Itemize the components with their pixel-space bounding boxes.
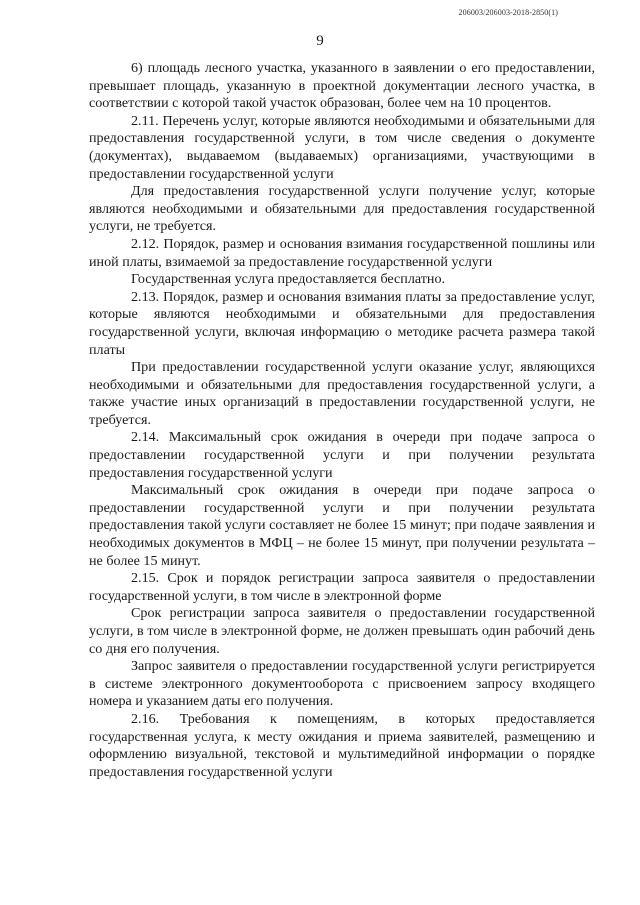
paragraph: При предоставлении государственной услуги оказание услуг, являющихся необходимыми и обязательными для предоставления государственной услуги, а также участие иных организаций в предоставлении государственной услуги, не требуется.: [89, 359, 595, 428]
paragraph: Государственная услуга предоставляется бесплатно.: [131, 271, 446, 288]
paragraph: Для предоставления государственной услуги получение услуг, которые являются необходимыми и обязательными для предоставления государственной услуги, не требуется.: [89, 183, 595, 235]
paragraph: Срок регистрации запроса заявителя о предоставлении государственной услуги, в том числе в электронной форме, не должен превышать один рабочий день со дня его получения.: [89, 605, 595, 657]
paragraph: Максимальный срок ожидания в очереди при подаче запроса о предоставлении государственной услуги и при получении результата предоставления такой услуги составляет не более 15 минут; при подаче заявления и необходимых документов в МФЦ – не более 15 минут, при получении результата – не более 15 минут.: [89, 482, 595, 569]
section-heading-2-14: 2.14. Максимальный срок ожидания в очереди при подаче запроса о предоставлении государственной услуги и при получении результата предоставления государственной услуги: [89, 429, 595, 481]
paragraph: Запрос заявителя о предоставлении государственной услуги регистрируется в системе электронного документооборота с присвоением запросу входящего номера и указанием даты его получения.: [89, 658, 595, 710]
section-heading-2-11: 2.11. Перечень услуг, которые являются необходимыми и обязательными для предоставления государственной услуги, в том числе сведения о документе (документах), выдаваемом (выдаваемых) организациями, участвующими в предоставлении государственной услуги: [89, 112, 595, 182]
section-heading-2-12: 2.12. Порядок, размер и основания взимания государственной пошлины или иной платы, взимаемой за предоставление государственной услуги: [89, 235, 595, 270]
section-heading-2-16: 2.16. Требования к помещениям, в которых предоставляется государственная услуга, к месту ожидания и приема заявителей, размещению и оформлению визуальной, текстовой и мультимедийной информации о порядке предоставления государственной услуги: [89, 710, 595, 780]
document-body: [89, 60, 595, 781]
section-heading-2-15: 2.15. Срок и порядок регистрации запроса заявителя о предоставлении государственной услуги, в том числе в электронной форме: [89, 570, 595, 604]
page-number: 9: [316, 33, 324, 49]
paragraph-item-6: 6) площадь лесного участка, указанного в заявлении о его предоставлении, превышает площадь, указанную в проектной документации лесного участка, в соответствии с которой такой участок образован, более чем на 10 процентов.: [89, 60, 595, 112]
section-heading-2-13: 2.13. Порядок, размер и основания взимания платы за предоставление услуг, которые являются необходимыми и обязательными для предоставления государственной услуги, включая информацию о методике расчета размера такой платы: [89, 288, 595, 358]
document-id: 206003/206003-2018-2850(1): [458, 8, 558, 17]
